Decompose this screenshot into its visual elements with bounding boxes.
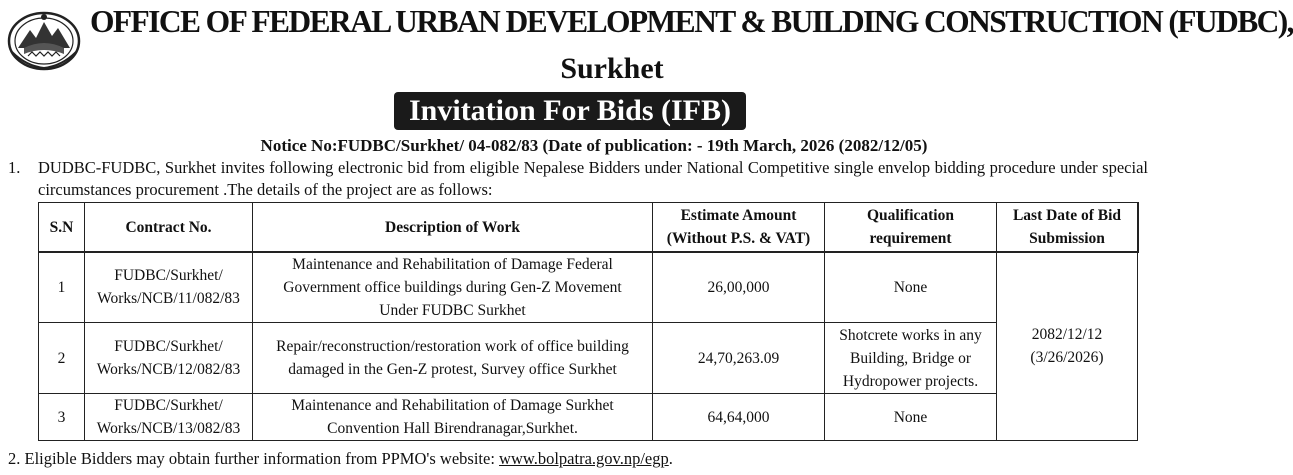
description-line2: Government office buildings during Gen-Z Movement [283,278,622,296]
contract-line2: Works/NCB/11/082/83 [97,290,240,307]
paragraph-1 [8,157,1148,201]
contract-line2: Works/NCB/13/082/83 [96,420,241,437]
office-title: OFFICE OF FEDERAL URBAN DEVELOPMENT & BUILDING CONSTRUCTION (FUDBC), [90,4,1293,39]
cell-sn: 3 [39,394,85,441]
cell-sn: 1 [39,252,85,323]
paragraph-2-end: . [668,449,673,468]
office-location: Surkhet [560,52,664,85]
header-contract-no: Contract No. [85,203,253,252]
cell-qualification: None [825,252,997,323]
table-row [39,394,1138,441]
cell-contract-no [85,323,253,394]
header-last-date-line1: Last Date of Bid [1012,207,1122,224]
cell-amount: 64,64,000 [653,394,825,441]
cell-amount: 24,70,263.09 [653,323,825,394]
description-line1: Maintenance and Rehabilitation of Damage Federal [292,255,613,273]
contract-line1: FUDBC/Surkhet/ [114,267,223,284]
description-line3: Under FUDBC Surkhet [379,301,526,319]
qualification-line2: Building, Bridge or [850,349,971,367]
qualification-line1: Shotcrete works in any [839,326,982,344]
paragraph-1-text: DUDBC-FUDBC, Surkhet invites following electronic bid from eligible Nepalese Bidders under National Competitive single envelop bidding procedure under special circumstances procurement .The details of the project are as follows: [38,158,1148,199]
table-header-row [39,203,1138,252]
description-line2: damaged in the Gen-Z protest, Survey office Surkhet [288,361,617,378]
header-estimate-line1: Estimate Amount [680,207,797,224]
cell-description [253,323,653,394]
ppmo-website-link[interactable]: www.bolpatra.gov.np/egp [499,449,669,468]
table-row [39,252,1138,323]
table-row [39,323,1138,394]
paragraph-2-text: 2. Eligible Bidders may obtain further information from PPMO's website: [8,449,500,468]
contract-line1: FUDBC/Surkhet/ [114,397,223,414]
cell-qualification: None [825,394,997,441]
cell-description [253,394,653,441]
ifb-banner [394,92,746,130]
qualification-line3: Hydropower projects. [842,372,979,390]
header-qualification-line2: requirement [869,230,952,247]
cell-qualification [825,323,997,394]
last-date-line1: 2082/12/12 [1031,326,1103,343]
notice-number: Notice No:FUDBC/Surkhet/ 04-082/83 (Date of publication: - 19th March, 2026 (2082/12/05) [260,136,928,155]
description-line2: Convention Hall Birendranagar,Surkhet. [327,420,578,437]
cell-last-date [997,252,1138,441]
cell-contract-no [85,252,253,323]
cell-sn: 2 [39,323,85,394]
header-qualification [825,203,997,252]
description-line1: Repair/reconstruction/restoration work of office building [276,338,629,355]
header-last-date [997,203,1138,252]
header-sn: S.N [39,203,85,252]
header-qualification-line1: Qualification [867,207,954,224]
contract-line2: Works/NCB/12/082/83 [96,361,241,378]
header-last-date-line2: Submission [1029,230,1105,247]
cell-description [253,252,653,323]
header-estimate-amount [653,203,825,252]
cell-contract-no [85,394,253,441]
ifb-banner-text: Invitation For Bids (IFB) [409,94,731,127]
header-description: Description of Work [253,203,653,252]
paragraph-1-number: 1. [8,158,21,177]
paragraph-2 [8,448,673,470]
last-date-line2: (3/26/2026) [1030,349,1104,366]
cell-amount: 26,00,000 [653,252,825,323]
header-estimate-line2: (Without P.S. & VAT) [666,230,811,247]
bids-table [38,202,1138,441]
description-line1: Maintenance and Rehabilitation of Damage Surkhet [291,397,614,414]
contract-line1: FUDBC/Surkhet/ [114,338,223,355]
